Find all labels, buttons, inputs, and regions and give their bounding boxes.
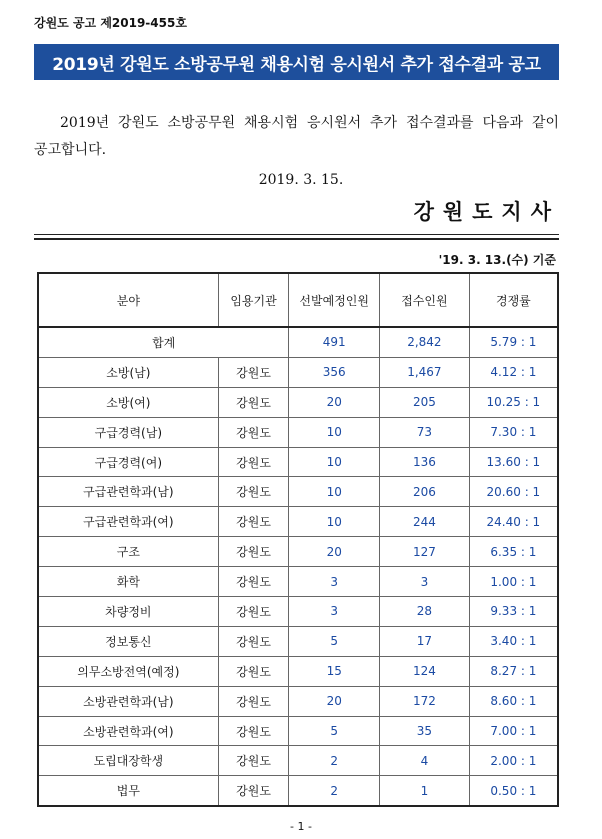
cell-applicants: 73: [380, 417, 470, 447]
cell-planned: 5: [289, 626, 380, 656]
cell-planned: 5: [289, 716, 380, 746]
table-row: [38, 567, 558, 597]
header-field: 분야: [38, 273, 218, 327]
cell-org: 강원도: [218, 357, 289, 387]
cell-org: 강원도: [218, 447, 289, 477]
cell-ratio: 4.12 : 1: [469, 357, 558, 387]
cell-field: 화학: [38, 567, 218, 597]
cell-field: 구조: [38, 537, 218, 567]
cell-applicants: 1: [380, 776, 470, 806]
divider-thin: [34, 234, 559, 235]
table-row: [38, 507, 558, 537]
issuing-agency: 강원도지사: [413, 199, 560, 224]
page-title: 2019년 강원도 소방공무원 채용시험 응시원서 추가 접수결과 공고: [34, 44, 559, 80]
cell-org: 강원도: [218, 417, 289, 447]
cell-field: 구급경력(남): [38, 417, 218, 447]
total-ratio: 5.79 : 1: [469, 327, 558, 357]
table-row: [38, 686, 558, 716]
cell-planned: 15: [289, 656, 380, 686]
cell-applicants: 4: [380, 746, 470, 776]
cell-ratio: 1.00 : 1: [469, 567, 558, 597]
cell-field: 소방관련학과(여): [38, 716, 218, 746]
cell-field: 차량정비: [38, 597, 218, 627]
cell-ratio: 2.00 : 1: [469, 746, 558, 776]
cell-applicants: 206: [380, 477, 470, 507]
cell-planned: 10: [289, 477, 380, 507]
cell-ratio: 6.35 : 1: [469, 537, 558, 567]
cell-field: 구급관련학과(여): [38, 507, 218, 537]
table-row: [38, 357, 558, 387]
cell-field: 법무: [38, 776, 218, 806]
cell-ratio: 0.50 : 1: [469, 776, 558, 806]
cell-org: 강원도: [218, 507, 289, 537]
cell-ratio: 24.40 : 1: [469, 507, 558, 537]
total-planned: 491: [289, 327, 380, 357]
cell-field: 의무소방전역(예정): [38, 656, 218, 686]
cell-org: 강원도: [218, 686, 289, 716]
cell-ratio: 13.60 : 1: [469, 447, 558, 477]
table-row: [38, 656, 558, 686]
header-ratio: 경쟁률: [469, 273, 558, 327]
cell-planned: 20: [289, 387, 380, 417]
cell-planned: 2: [289, 776, 380, 806]
announcement-date: 2019. 3. 15.: [258, 172, 344, 188]
cell-applicants: 127: [380, 537, 470, 567]
cell-ratio: 3.40 : 1: [469, 626, 558, 656]
announcement-body: 2019년 강원도 소방공무원 채용시험 응시원서 추가 접수결과를 다음과 같이 공고합니다.: [34, 115, 559, 158]
total-row: [38, 327, 558, 357]
cell-ratio: 10.25 : 1: [469, 387, 558, 417]
cell-applicants: 35: [380, 716, 470, 746]
cell-field: 구급관련학과(남): [38, 477, 218, 507]
cell-planned: 3: [289, 597, 380, 627]
header-org: 임용기관: [218, 273, 289, 327]
cell-applicants: 17: [380, 626, 470, 656]
table-row: [38, 776, 558, 806]
table-row: [38, 597, 558, 627]
header-applicants: 접수인원: [380, 273, 470, 327]
cell-planned: 10: [289, 447, 380, 477]
cell-org: 강원도: [218, 537, 289, 567]
table-row: [38, 417, 558, 447]
cell-field: 구급경력(여): [38, 447, 218, 477]
cell-applicants: 28: [380, 597, 470, 627]
table-header-row: [38, 273, 558, 327]
notice-number: 강원도 공고 제2019-455호: [34, 16, 187, 30]
cell-applicants: 172: [380, 686, 470, 716]
cell-field: 정보통신: [38, 626, 218, 656]
cell-planned: 10: [289, 417, 380, 447]
basis-date: '19. 3. 13.(수) 기준: [438, 253, 556, 267]
cell-ratio: 7.30 : 1: [469, 417, 558, 447]
page-number: - 1 -: [290, 820, 312, 833]
cell-field: 소방(남): [38, 357, 218, 387]
total-applicants: 2,842: [380, 327, 470, 357]
cell-org: 강원도: [218, 626, 289, 656]
cell-planned: 356: [289, 357, 380, 387]
cell-applicants: 205: [380, 387, 470, 417]
cell-org: 강원도: [218, 597, 289, 627]
table-row: [38, 447, 558, 477]
cell-ratio: 9.33 : 1: [469, 597, 558, 627]
cell-org: 강원도: [218, 716, 289, 746]
cell-org: 강원도: [218, 477, 289, 507]
cell-ratio: 8.27 : 1: [469, 656, 558, 686]
total-label: 합계: [38, 327, 289, 357]
cell-org: 강원도: [218, 656, 289, 686]
table-row: [38, 716, 558, 746]
cell-planned: 20: [289, 537, 380, 567]
table-row: [38, 746, 558, 776]
table-row: [38, 387, 558, 417]
cell-field: 소방관련학과(남): [38, 686, 218, 716]
header-planned: 선발예정인원: [289, 273, 380, 327]
cell-applicants: 136: [380, 447, 470, 477]
cell-ratio: 20.60 : 1: [469, 477, 558, 507]
cell-applicants: 244: [380, 507, 470, 537]
cell-ratio: 8.60 : 1: [469, 686, 558, 716]
cell-org: 강원도: [218, 387, 289, 417]
table-row: [38, 477, 558, 507]
cell-org: 강원도: [218, 776, 289, 806]
cell-ratio: 7.00 : 1: [469, 716, 558, 746]
cell-planned: 2: [289, 746, 380, 776]
table-row: [38, 626, 558, 656]
cell-org: 강원도: [218, 567, 289, 597]
cell-planned: 20: [289, 686, 380, 716]
cell-field: 도립대장학생: [38, 746, 218, 776]
cell-org: 강원도: [218, 746, 289, 776]
cell-field: 소방(여): [38, 387, 218, 417]
table-row: [38, 537, 558, 567]
cell-applicants: 1,467: [380, 357, 470, 387]
cell-planned: 10: [289, 507, 380, 537]
cell-applicants: 3: [380, 567, 470, 597]
cell-planned: 3: [289, 567, 380, 597]
cell-applicants: 124: [380, 656, 470, 686]
divider-thick: [34, 238, 559, 240]
results-table: [37, 272, 559, 807]
